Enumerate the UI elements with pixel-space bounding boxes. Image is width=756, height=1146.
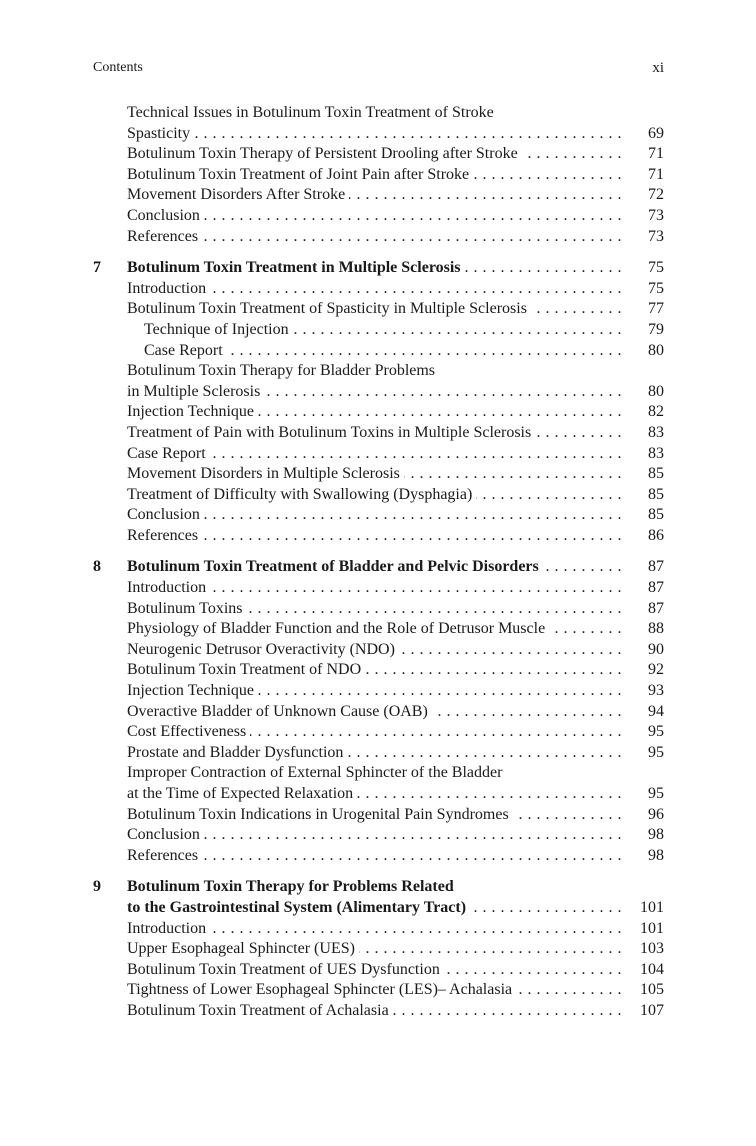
toc-page: 103 [640,940,664,958]
table-of-contents [93,103,664,1022]
toc-entry: Movement Disorders in Multiple Sclerosis . . . 85 [93,464,664,485]
toc-page: 98 [648,826,664,844]
toc-entry: Prostate and Bladder Dysfunction . . . 95 [93,743,664,764]
toc-subentry: Technique of Injection . . . 79 [93,320,664,341]
toc-page: 72 [648,186,664,204]
toc-page: 83 [648,444,664,462]
toc-entry: Cost Effectiveness . . . 95 [93,722,664,743]
toc-page: 86 [648,526,664,544]
toc-entry: Conclusion . . . 85 [93,505,664,526]
toc-page: 101 [640,898,664,916]
toc-entry: Injection Technique . . . 82 [93,402,664,423]
toc-page: 107 [640,1001,664,1019]
toc-page: 96 [648,805,664,823]
toc-entry: Neurogenic Detrusor Overactivity (NDO) . . . 90 [93,640,664,661]
toc-page: 80 [648,382,664,400]
toc-entry: References . . . 86 [93,526,664,547]
toc-chapter-7: 7 Botulinum Toxin Treatment in Multiple Sclerosis . . . 75 [93,258,664,279]
chapter-number: 9 [93,878,101,896]
toc-entry: Case Report . . . 83 [93,444,664,465]
toc-entry: Tightness of Lower Esophageal Sphincter (LES)– Achalasia . . . 105 [93,980,664,1001]
toc-page: 95 [648,785,664,802]
toc-entry: Introduction . . . 101 [93,919,664,940]
toc-page: 69 [648,124,664,142]
toc-entry: Botulinum Toxin Treatment of Joint Pain after Stroke . . . 71 [93,165,664,186]
toc-page: 98 [648,846,664,864]
toc-page: 79 [648,320,664,338]
toc-chapter-8: 8 Botulinum Toxin Treatment of Bladder and Pelvic Disorders . . . 87 [93,557,664,578]
toc-entry: Treatment of Difficulty with Swallowing (Dysphagia) . . . 85 [93,485,664,506]
toc-entry: Botulinum Toxin Treatment of UES Dysfunction . . . 104 [93,960,664,981]
toc-page: 92 [648,661,664,679]
toc-entry: Conclusion . . . 73 [93,206,664,227]
toc-page: 95 [648,723,664,741]
toc-page: 73 [648,206,664,224]
toc-page: 80 [648,341,664,359]
toc-page: 90 [648,640,664,658]
toc-page: 101 [640,919,664,937]
toc-entry: Technical Issues in Botulinum Toxin Treatment of Stroke [93,103,664,124]
toc-page: 104 [640,960,664,978]
toc-page: 71 [648,165,664,183]
toc-page: 75 [648,279,664,297]
toc-entry: Movement Disorders After Stroke . . . 72 [93,185,664,206]
toc-entry: Botulinum Toxin Therapy of Persistent Drooling after Stroke . . . 71 [93,144,664,165]
toc-entry: Upper Esophageal Sphincter (UES) . . . 103 [93,939,664,960]
toc-page: 93 [648,682,664,700]
toc-entry: References . . . 73 [93,227,664,248]
toc-entry: Botulinum Toxin Treatment of NDO . . . 92 [93,660,664,681]
toc-page: 85 [648,465,664,483]
toc-page: 85 [648,506,664,524]
toc-page: 87 [648,579,664,597]
toc-entry: Botulinum Toxin Therapy for Bladder Problems [93,361,664,382]
toc-page: 83 [648,423,664,441]
running-head-title: Contents [93,60,143,75]
running-head [93,60,664,80]
toc-entry: Botulinum Toxin Treatment of Achalasia . . . 107 [93,1001,664,1022]
toc-entry: Botulinum Toxin Treatment of Spasticity in Multiple Sclerosis . . . 77 [93,299,664,320]
chapter-number: 7 [93,259,101,277]
toc-entry: Injection Technique . . . 93 [93,681,664,702]
toc-page: 75 [648,259,664,277]
toc-entry: Treatment of Pain with Botulinum Toxins in Multiple Sclerosis . . . 83 [93,423,664,444]
toc-entry: Conclusion . . . 98 [93,825,664,846]
toc-page: 85 [648,485,664,503]
toc-entry: Botulinum Toxin Indications in Urogenital Pain Syndromes . . . 96 [93,805,664,826]
toc-page: 82 [648,403,664,421]
toc-page: 77 [648,300,664,318]
page-number: xi [652,60,664,76]
toc-page: 87 [648,599,664,617]
toc-entry: Introduction . . . 87 [93,578,664,599]
toc-page: 71 [648,145,664,163]
toc-subentry: Case Report . . . 80 [93,341,664,362]
toc-entry: at the Time of Expected Relaxation . . . 95 [93,784,664,805]
toc-entry: Physiology of Bladder Function and the Role of Detrusor Muscle . . . 88 [93,619,664,640]
toc-entry: Overactive Bladder of Unknown Cause (OAB) . . . 94 [93,702,664,723]
toc-entry: Spasticity . . . 69 [93,124,664,145]
toc-entry: References . . . 98 [93,846,664,867]
chapter-number: 8 [93,558,101,576]
toc-page: 73 [648,227,664,245]
toc-entry: Improper Contraction of External Sphincter of the Bladder [93,763,664,784]
toc-page: 88 [648,620,664,638]
toc-page: 95 [648,743,664,761]
toc-entry: Botulinum Toxins . . . 87 [93,599,664,620]
toc-chapter-9: 9 Botulinum Toxin Therapy for Problems Related [93,877,664,898]
toc-chapter-9-cont: to the Gastrointestinal System (Alimentary Tract) . . . 101 [93,898,664,919]
toc-page: 94 [648,702,664,720]
toc-page: 105 [640,981,664,999]
toc-page: 87 [648,558,664,576]
toc-entry: Introduction . . . 75 [93,279,664,300]
toc-entry: in Multiple Sclerosis . . . 80 [93,382,664,403]
